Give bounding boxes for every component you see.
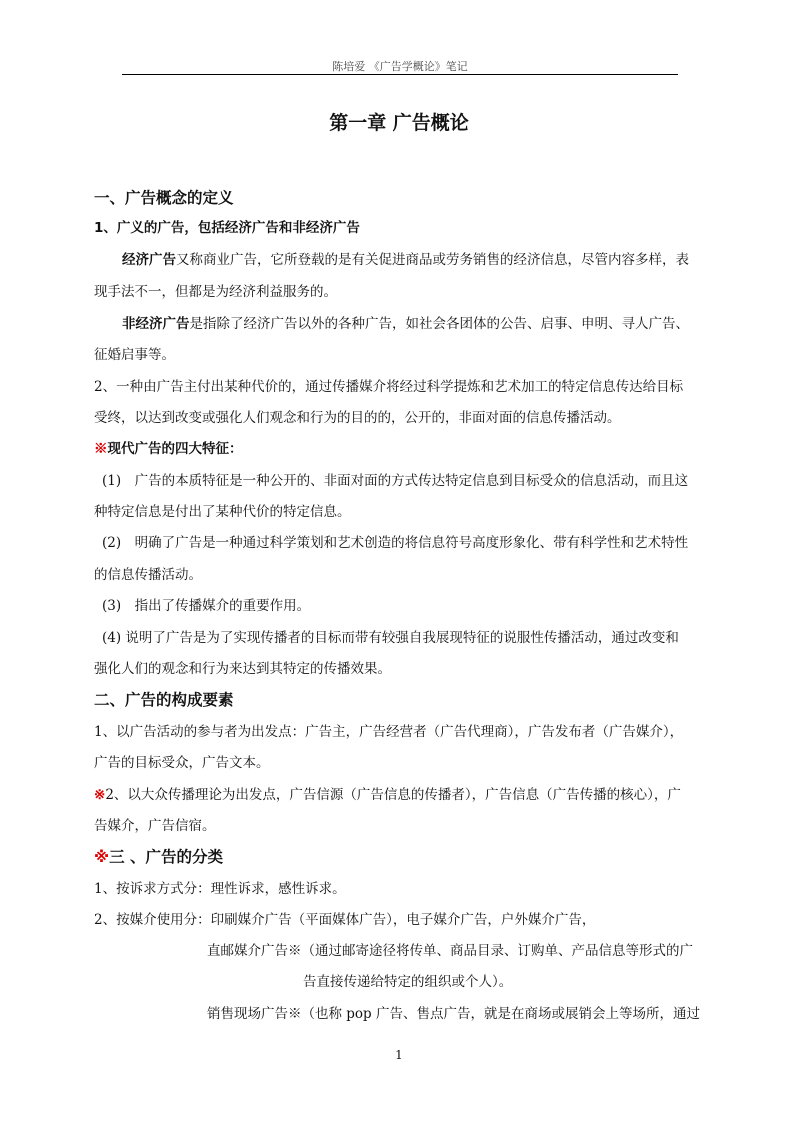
s2-paragraph-2-line-2: 告媒介，广告信宿。 [94,818,216,834]
features-heading [94,439,243,459]
econ-definition-line-1 [122,250,689,270]
running-header: 陈培爱 《广告学概论》笔记 [332,60,468,73]
s1-paragraph-1-text: 1、广义的广告，包括经济广告和非经济广告 [94,220,360,236]
feature-1-line-2: 种特定信息是付出了某种代价的特定信息。 [94,504,351,520]
reference-mark-icon: ※ [94,787,106,803]
s2-paragraph-2-line-1 [94,785,681,805]
features-title: 现代广告的四大特征： [107,441,243,457]
s1-paragraph-2-line-2: 受终，以达到改变或强化人们观念和行为的目的的，公开的，非面对面的信息传播活动。 [94,410,621,426]
section-3-title: 三 、广告的分类 [109,848,223,866]
s3-paragraph-1: 1、按诉求方式分：理性诉求，感性诉求。 [94,881,346,897]
header-rule [122,74,678,75]
nonecon-definition-line-1 [122,314,689,334]
econ-def-text-1: 又称商业广告，它所登载的是有关促进商品或劳务销售的经济信息，尽管内容多样，表 [176,252,689,268]
feature-4-line-1: (4) 说明了广告是为了实现传播者的目标而带有较强自我展现特征的说服性传播活动，通过改变和 [102,630,679,646]
s1-paragraph-1 [94,218,360,238]
reference-mark-icon: ※ [94,441,108,457]
section-3-heading [94,847,223,867]
section-1-heading: 一、广告概念的定义 [94,189,234,207]
feature-1-line-1: (1) 广告的本质特征是一种公开的、非面对面的方式传达特定信息到目标受众的信息活动，而且这 [102,473,689,489]
s2-paragraph-1-line-2: 广告的目标受众，广告文本。 [94,755,270,771]
chapter-title: 第一章 广告概论 [329,112,469,134]
direct-mail-line-1: 直邮媒介广告※（通过邮寄途径将传单、商品目录、订购单、产品信息等形式的广 [207,943,693,959]
page-number: 1 [395,1048,403,1062]
s2-paragraph-2-text: 2、以大众传播理论为出发点，广告信源（广告信息的传播者），广告信息（广告传播的核心），广 [105,787,681,803]
s3-paragraph-2: 2、按媒介使用分：印刷媒介广告（平面媒体广告），电子媒介广告，户外媒介广告， [94,912,596,928]
nonecon-def-text-1: 是指除了经济广告以外的各种广告，如社会各团体的公告、启事、申明、寻人广告、 [189,316,689,332]
nonecon-term: 非经济广告 [122,316,190,332]
s1-paragraph-2-line-1: 2、一种由广告主付出某种代价的，通过传播媒介将经过科学提炼和艺术加工的特定信息传达给目标 [94,379,684,395]
s2-paragraph-1-line-1: 1、以广告活动的参与者为出发点：广告主，广告经营者（广告代理商），广告发布者（广告媒介）， [94,724,684,740]
section-2-heading: 二、广告的构成要素 [94,691,234,709]
econ-term: 经济广告 [122,252,176,268]
feature-2-line-2: 的信息传播活动。 [94,567,202,583]
pop-ad-line-1: 销售现场广告※（也称 pop 广告、售点广告，就是在商场或展销会上等场所，通过 [207,1006,700,1022]
feature-4-line-2: 强化人们的观念和行为来达到其特定的传播效果。 [94,661,391,677]
reference-mark-icon: ※ [94,848,110,866]
feature-3: (3) 指出了传播媒介的重要作用。 [102,598,311,614]
feature-2-line-1: (2) 明确了广告是一种通过科学策划和艺术创造的将信息符号高度形象化、带有科学性和艺术特性 [102,535,689,551]
econ-definition-line-2: 现手法不一，但都是为经济利益服务的。 [94,284,337,300]
nonecon-definition-line-2: 征婚启事等。 [94,347,175,363]
direct-mail-line-2: 告直接传递给特定的组织或个人）。 [303,974,513,990]
